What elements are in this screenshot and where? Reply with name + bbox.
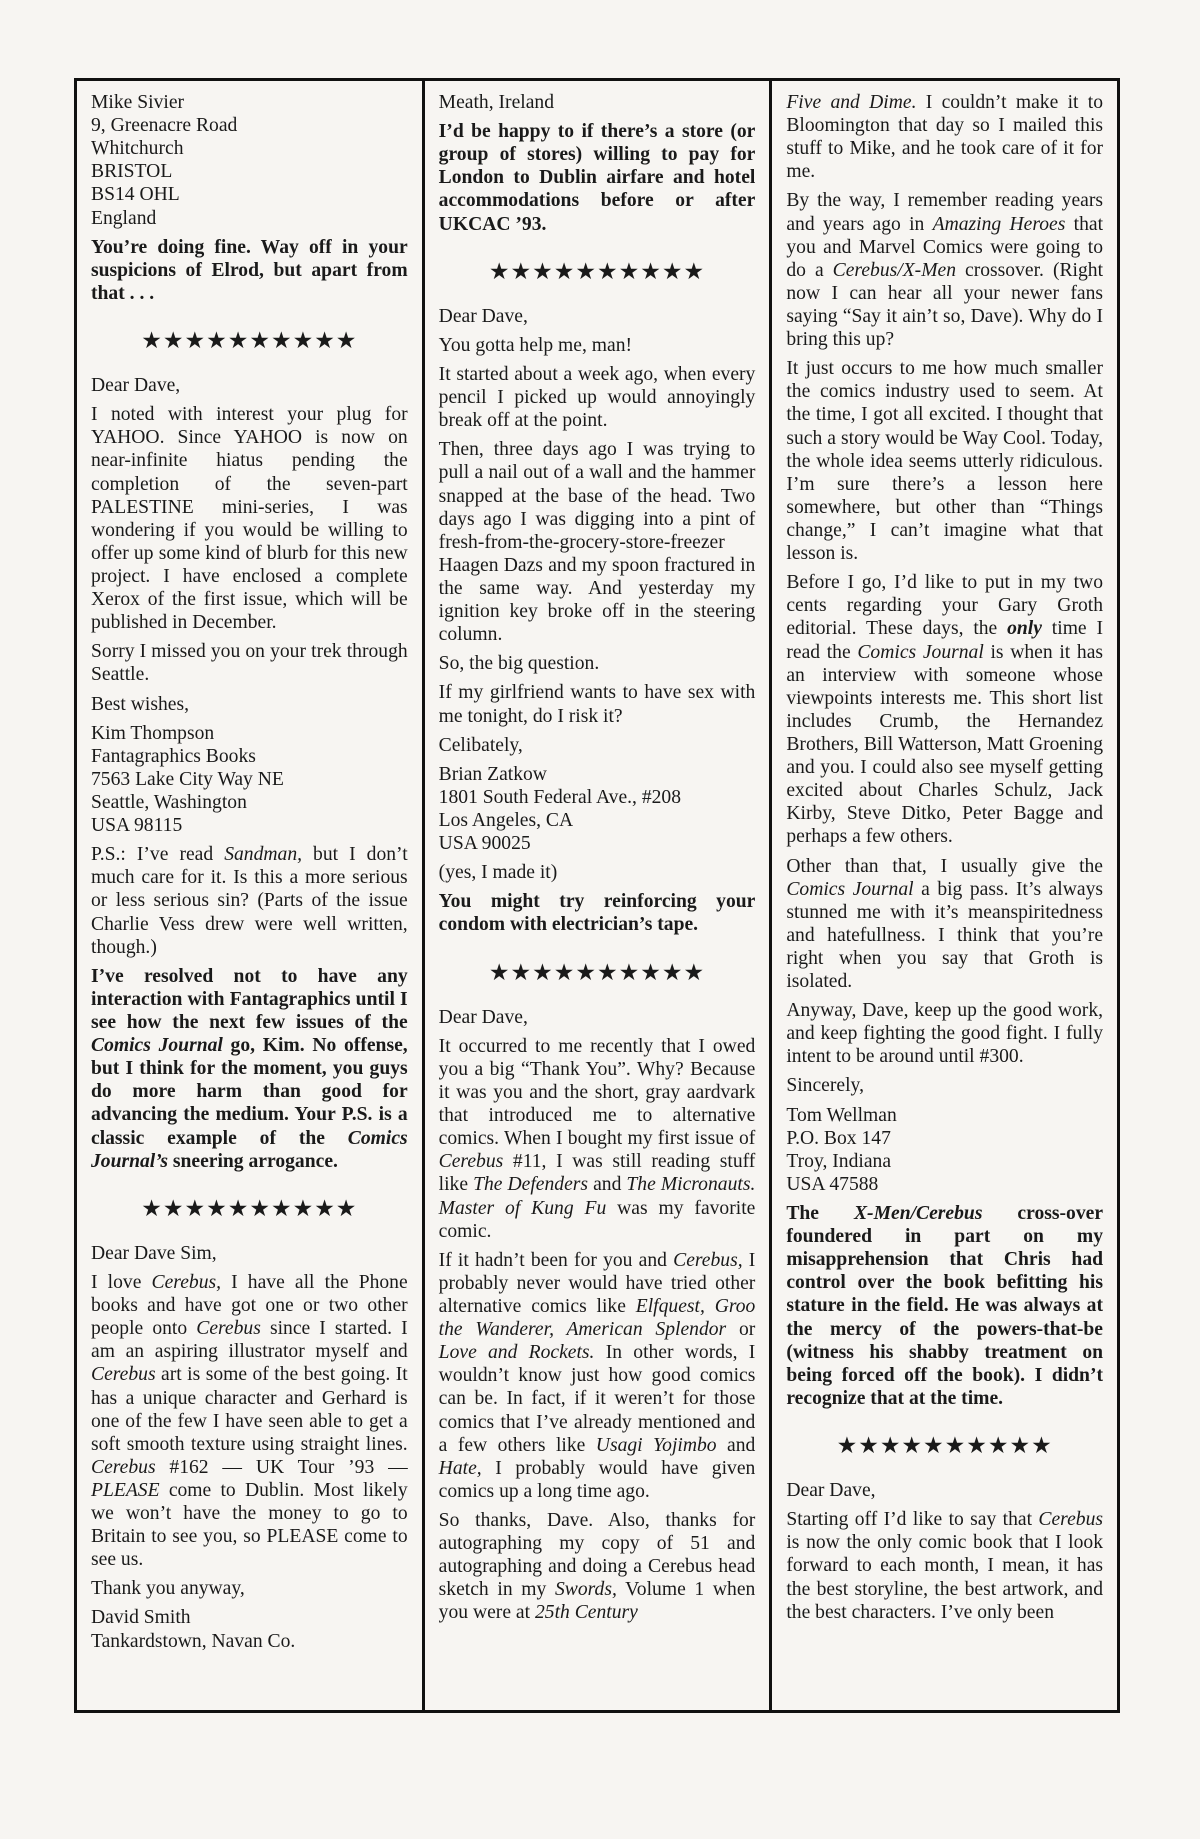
address-line: England [91,207,157,229]
letter-paragraph: (yes, I made it) [438,862,558,884]
address-line: David Smith [91,1607,191,1629]
star-divider: ★★★★★★★★★★ [488,258,706,284]
letter-paragraph: Other than that, I usually give the Comics Journal a big pass. It’s always stunned me with it’s meanspiritedness and hatefullness. I think that you’re right when you say that Groth is isolated. [786,855,1104,993]
column-left [77,81,422,1710]
letter-paragraph: Five and Dime. I couldn’t make it to Bloomington that day so I mailed this stuff to Mike, and he took care of it for me. [786,92,1104,183]
address-line: Los Angeles, CA [438,809,574,831]
address-block [91,1606,408,1652]
address-line: USA 47588 [786,1173,879,1195]
star-divider: ★★★★★★★★★★ [141,327,358,353]
letter-paragraph: Starting off I’d like to say that Cerebus is now the only comic book that I look forward to each month, I mean, it has the best storyline, the best artwork, and the best characters. I’ve only been [786,1509,1104,1623]
star-divider: ★★★★★★★★★★ [488,959,706,985]
letter-paragraph: So thanks, Dave. Also, thanks for autographing my copy of 51 and autographing and doing a Cerebus head sketch in my Swords, Volume 1 when you were at 25th Century [438,1509,756,1624]
editor-reply: The X-Men/Cerebus cross-over foundered in part on my misapprehension that Chris had control over the book befitting his stature in the field. He was always at the mercy of the powers-that-be (witness his shabby treatment on being forced off the book). I didn’t recognize that at the time. [786,1203,1104,1409]
address-line: Fantagraphics Books [91,745,256,767]
letter-paragraph: It just occurs to me how much smaller the comics industry used to seem. At the time, I got all excited. I thought that such a story would be Way Cool. Today, the whole idea seems utterly ridiculous. I’m sure there’s a lesson here somewhere, but other than “Things change,” I can’t imagine what that lesson is. [786,358,1104,565]
address-line: Tankardstown, Navan Co. [91,1630,296,1652]
letter-paragraph: So, the big question. [438,653,600,675]
address-line: Seattle, Washington [91,791,247,813]
letter-paragraph: I love Cerebus, I have all the Phone books and have got one or two other people onto Cerebus since I started. I am an aspiring illustrator myself and Cerebus art is some of the best going. It has a unique character and Gerhard is one of the few I have seen able to get a soft smooth texture using straight lines. Cerebus #162 — UK Tour ’93 — PLEASE come to Dublin. Most likely we won’t have the money to go to Britain to see you, so PLEASE come to see us. [91,1271,408,1571]
letter-paragraph: Sincerely, [786,1075,864,1097]
letter-paragraph: Dear Dave, [438,1006,528,1028]
letter-paragraph: Dear Dave Sim, [91,1242,217,1264]
address-line: 9, Greenacre Road [91,115,238,137]
address-line: 7563 Lake City Way NE [91,768,284,790]
letter-paragraph: It started about a week ago, when every pencil I picked up would annoyingly break off at the point. [438,364,756,432]
address-line: USA 90025 [438,833,531,855]
address-block [439,91,756,114]
address-line: Tom Wellman [786,1104,897,1126]
address-line: USA 98115 [91,815,183,837]
letter-paragraph: Then, three days ago I was trying to pull a nail out of a wall and the hammer snapped at the base of the head. Two days ago I was digging into a pint of fresh-from-the-grocery-store-freezer Haagen Dazs and my spoon fractured in the same way. And yesterday my ignition key broke off in the steering column. [438,439,756,646]
letter-paragraph: P.S.: I’ve read Sandman, but I don’t much care for it. Is this a more serious or less serious sin? (Parts of the issue Charlie Vess drew were well written, though.) [91,844,408,958]
column-right [769,81,1117,1710]
address-block [91,722,408,838]
letter-paragraph: If it hadn’t been for you and Cerebus, I probably never would have tried other alternative comics like Elfquest, Groo the Wanderer, American Splendor or Love and Rockets. In other words, I wouldn’t know just how good comics can be. In fact, if it weren’t for those comics that I’ve already mentioned and a few others like Usagi Yojimbo and Hate, I probably would have given comics up a long time ago. [438,1249,756,1502]
letter-paragraph: I noted with interest your plug for YAHOO. Since YAHOO is now on near-infinite hiatus pending the completion of the seven-part PALESTINE mini-series, I was wondering if you would be willing to offer up some kind of blurb for this new project. I have enclosed a complete Xerox of the first issue, which will be published in December. [91,404,408,634]
letter-paragraph: If my girlfriend wants to have sex with me tonight, do I risk it? [438,682,756,727]
letter-paragraph: Anyway, Dave, keep up the good work, and keep fighting the good fight. I fully intent to be around until #300. [786,1000,1104,1068]
letter-paragraph: Celibately, [438,734,523,756]
star-divider: ★★★★★★★★★★ [836,1433,1053,1459]
editor-reply: You’re doing fine. Way off in your suspicions of Elrod, but apart from that . . . [91,236,408,304]
letter-paragraph: By the way, I remember reading years and years ago in Amazing Heroes that you and Marvel Comics were going to do a Cerebus/X-Men crossover. (Right now I can hear all your newer fans saying “Say it ain’t so, Dave). Why do I bring this up? [786,190,1104,351]
letter-paragraph: Thank you anyway, [91,1578,245,1600]
address-line: BRISTOL [91,161,173,183]
letter-paragraph: Sorry I missed you on your trek through Seattle. [91,641,408,686]
address-line: BS14 OHL [91,184,180,206]
address-line: Mike Sivier [91,92,185,113]
address-line: Brian Zatkow [438,763,547,785]
letters-page [74,78,1120,1713]
editor-reply: You might try reinforcing your condom with electrician’s tape. [438,891,756,936]
address-line: P.O. Box 147 [786,1127,891,1149]
address-line: Troy, Indiana [786,1150,892,1172]
address-line: Kim Thompson [91,722,215,744]
editor-reply: I’d be happy to if there’s a store (or group of stores) willing to pay for London to Dublin airfare and hotel accommodations before or after UKCAC ’93. [438,121,756,235]
address-block [786,1104,1103,1196]
column-middle [422,81,770,1710]
letter-paragraph: It occurred to me recently that I owed you a big “Thank You”. Why? Because it was you and the short, gray aardvark that introduced me to alternative comics. When I bought my first issue of Cerebus #11, I was still reading stuff like The Defenders and The Micronauts. Master of Kung Fu was my favorite comic. [438,1035,756,1242]
address-block [91,91,408,230]
letter-paragraph: Dear Dave, [438,305,528,327]
letter-paragraph: Best wishes, [91,693,189,715]
address-line: 1801 South Federal Ave., #208 [438,786,682,808]
letter-paragraph: You gotta help me, man! [438,334,633,356]
address-line: Whitchurch [91,138,184,160]
editor-reply: I’ve resolved not to have any interaction with Fantagraphics until I see how the next few issues of the Comics Journal go, Kim. No offense, but I think for the moment, you guys do more harm than good for advancing the medium. Your P.S. is a classic example of the Comics Journal’s sneering arrogance. [91,965,408,1172]
star-divider: ★★★★★★★★★★ [141,1195,358,1221]
address-block [439,763,756,855]
letter-paragraph: Dear Dave, [91,375,181,397]
letter-paragraph: Dear Dave, [786,1480,876,1502]
address-line: Meath, Ireland [438,92,555,113]
letter-paragraph: Before I go, I’d like to put in my two cents regarding your Gary Groth editorial. These days, the only time I read the Comics Journal is when it has an interview with someone whose viewpoints interests me. This short list includes Crumb, the Hernandez Brothers, Bill Watterson, Matt Groening and you. I could also see myself getting excited about Charles Schulz, Jack Kirby, Steve Ditko, Peter Bagge and perhaps a few others. [786,572,1104,848]
